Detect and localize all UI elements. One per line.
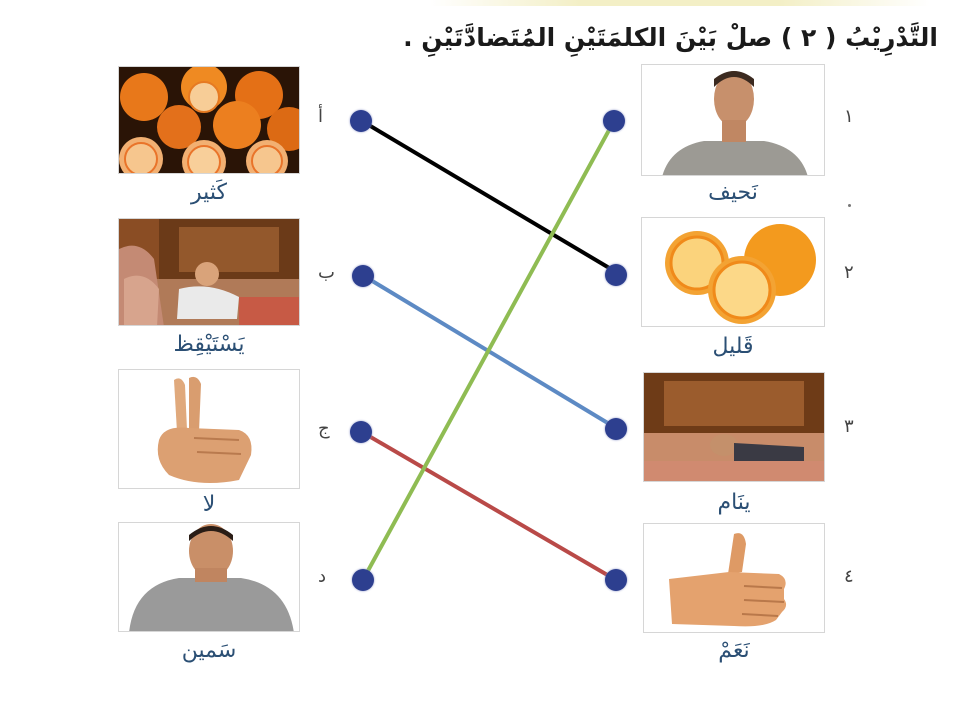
- boy-sleeping-picture: [644, 373, 825, 482]
- marker-2: ٢: [844, 262, 854, 283]
- boy-waking-picture: [119, 219, 300, 326]
- stray-dot: [848, 204, 851, 207]
- man-thin-picture: [642, 65, 825, 176]
- caption-few: قَليل: [712, 334, 754, 359]
- caption-thin: نَحيف: [708, 180, 758, 205]
- marker-1: ١: [844, 106, 854, 127]
- image-thumbs-up: [643, 523, 825, 633]
- dot-3[interactable]: [605, 418, 627, 440]
- oranges-few-picture: [642, 218, 825, 327]
- caption-yes: نَعَمْ: [718, 638, 750, 663]
- hand-no-picture: [119, 370, 300, 489]
- marker-alef: أ: [318, 106, 324, 127]
- image-man-thin: [641, 64, 825, 176]
- marker-jim: ج: [318, 418, 330, 439]
- caption-no: لا: [202, 492, 216, 517]
- line-alef-to-2: [362, 121, 616, 272]
- marker-3: ٣: [844, 416, 854, 437]
- dot-1[interactable]: [603, 110, 625, 132]
- line-dal-to-1: [364, 121, 614, 578]
- line-jim-to-4: [362, 432, 616, 580]
- image-boy-sleeping: [643, 372, 825, 482]
- image-oranges-many: [118, 66, 300, 174]
- man-fat-picture: [119, 523, 300, 632]
- exercise-title: التَّدْرِيْبُ ( ٢ ) صلْ بَيْنَ الكلمَتَيْنِ المُتَضادَّتَيْنِ .: [403, 23, 938, 52]
- dot-jim[interactable]: [350, 421, 372, 443]
- dot-ba[interactable]: [352, 265, 374, 287]
- image-boy-waking: [118, 218, 300, 326]
- marker-4: ٤: [844, 566, 854, 587]
- caption-fat: سَمين: [181, 638, 237, 663]
- caption-sleeps: ينَام: [717, 490, 751, 515]
- caption-wakes-up: يَسْتَيْقِظ: [173, 332, 245, 357]
- image-man-fat: [118, 522, 300, 632]
- dot-4[interactable]: [605, 569, 627, 591]
- marker-ba: ب: [318, 262, 335, 283]
- thumbs-up-picture: [644, 524, 825, 633]
- dot-dal[interactable]: [352, 569, 374, 591]
- oranges-many-picture: [119, 67, 300, 174]
- image-hand-no: [118, 369, 300, 489]
- caption-many: كَثير: [191, 180, 227, 205]
- dot-2[interactable]: [605, 264, 627, 286]
- line-ba-to-3: [364, 276, 616, 428]
- marker-dal: د: [318, 566, 327, 587]
- image-oranges-few: [641, 217, 825, 327]
- dot-alef[interactable]: [350, 110, 372, 132]
